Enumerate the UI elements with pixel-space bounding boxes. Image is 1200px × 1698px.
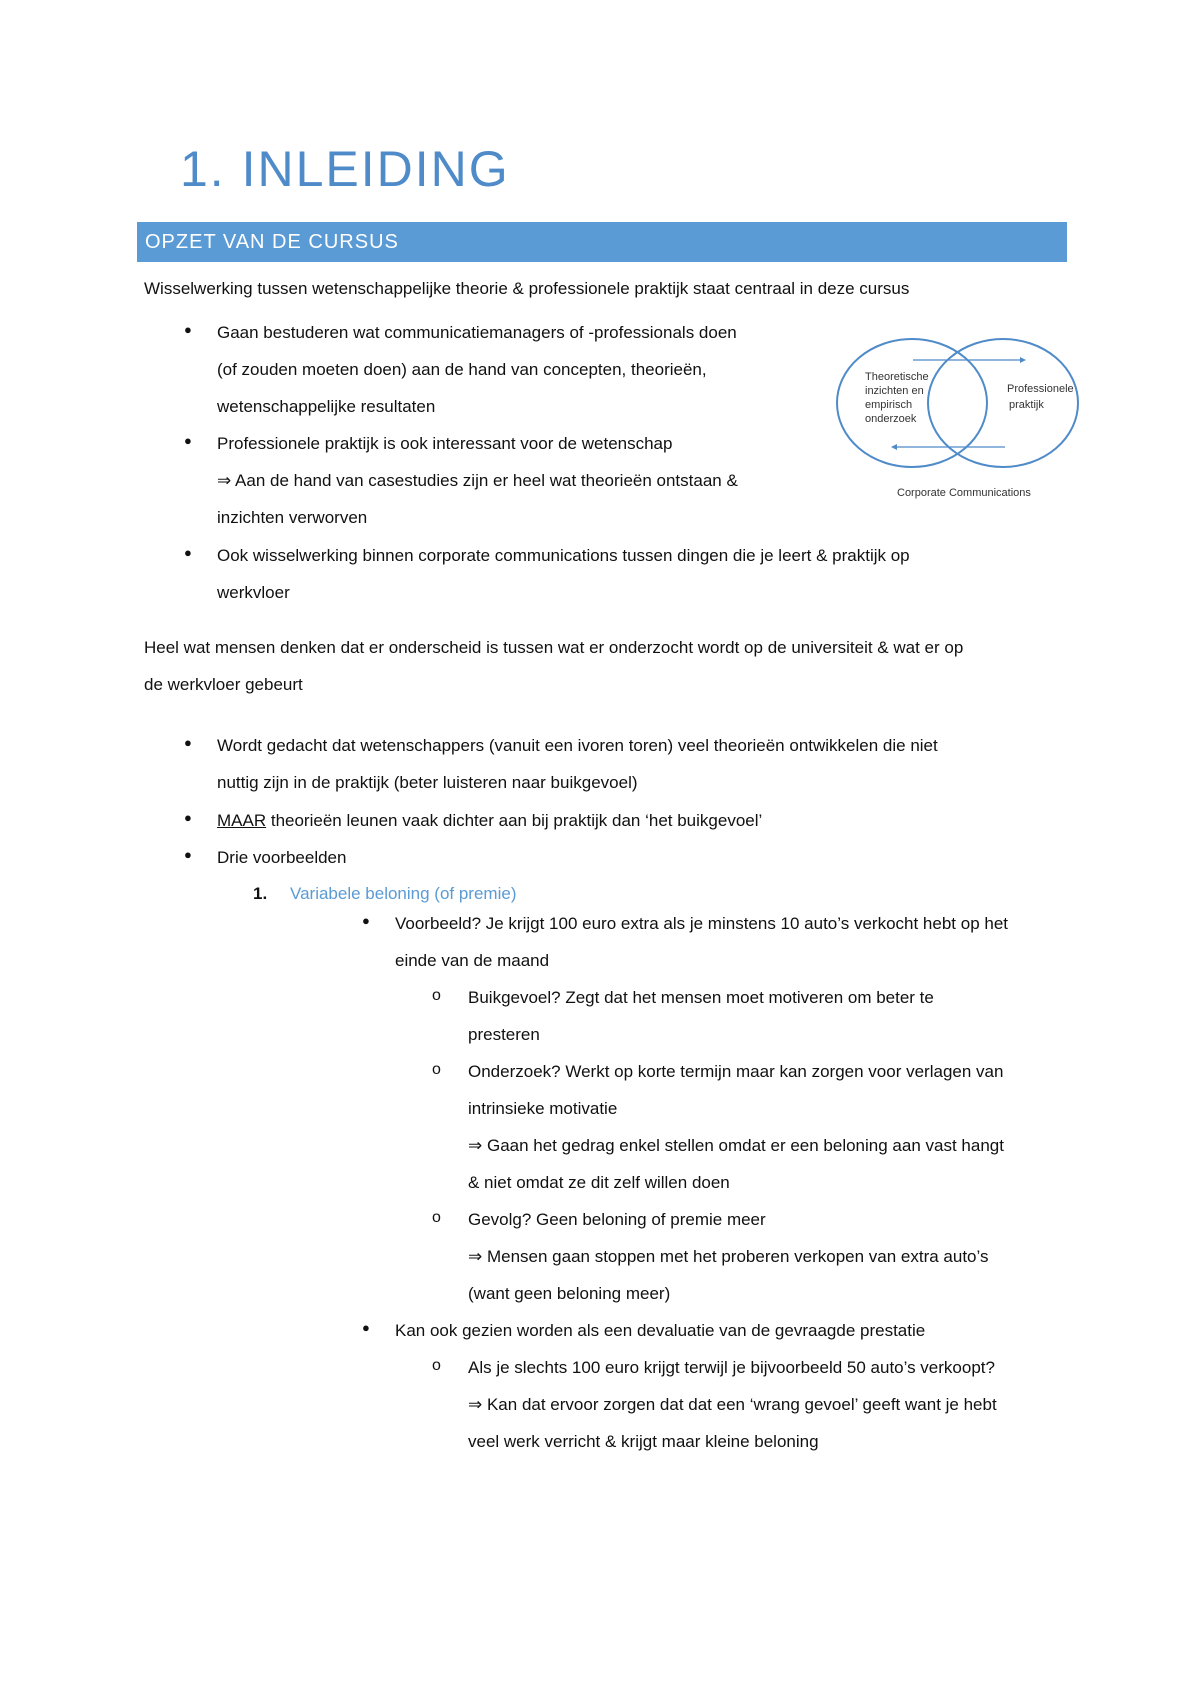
para2-line1: Heel wat mensen denken dat er onderscheid is tussen wat er onderzocht wordt op de universiteit & wat er op	[144, 638, 964, 657]
sub2-line1: Onderzoek? Werkt op korte termijn maar kan zorgen voor verlagen van	[468, 1062, 1004, 1081]
circle-marker: o	[432, 1061, 441, 1078]
bullet3-line1: Ook wisselwerking binnen corporate communications tussen dingen die je leert & praktijk op	[217, 546, 910, 565]
intro-text: Wisselwerking tussen wetenschappelijke theorie & professionele praktijk staat centraal in deze cursus	[144, 279, 910, 298]
sub4-line3: veel werk verricht & krijgt maar kleine beloning	[468, 1432, 819, 1451]
venn-caption: Corporate Communications	[897, 487, 1031, 499]
sub3-line3: (want geen beloning meer)	[468, 1284, 671, 1303]
bullet-marker: ●	[184, 545, 192, 560]
bullet6: Drie voorbeelden	[217, 848, 347, 867]
bullet5	[217, 811, 762, 831]
venn-diagram	[835, 335, 1105, 510]
devaluatie-line: Kan ook gezien worden als een devaluatie van de gevraagde prestatie	[395, 1321, 926, 1340]
list-number: 1.	[253, 884, 268, 903]
bullet2-line2: ⇒ Aan de hand van casestudies zijn er heel wat theorieën ontstaan &	[217, 471, 738, 490]
numbered-title: Variabele beloning (of premie)	[290, 884, 517, 903]
circle-marker: o	[432, 1357, 441, 1374]
voorbeeld-line1: Voorbeeld? Je krijgt 100 euro extra als je minstens 10 auto’s verkocht hebt op het	[395, 914, 1009, 933]
section-title: OPZET VAN DE CURSUS	[145, 231, 399, 253]
maar-underlined: MAAR	[217, 811, 267, 830]
venn-left-label: empirisch	[865, 399, 913, 411]
venn-left-label: Theoretische	[865, 371, 929, 383]
bullet-marker: ●	[362, 1320, 370, 1335]
bullet1-line2: (of zouden moeten doen) aan de hand van concepten, theorieën,	[217, 360, 707, 379]
circle-marker: o	[432, 987, 441, 1004]
circle-marker: o	[432, 1209, 441, 1226]
bullet-marker: ●	[184, 322, 192, 337]
venn-right-label: praktijk	[1009, 399, 1044, 411]
bullet5-rest: theorieën leunen vaak dichter aan bij praktijk dan ‘het buikgevoel’	[266, 811, 763, 830]
venn-left-label: onderzoek	[865, 413, 917, 425]
bullet3-line2: werkvloer	[217, 583, 290, 602]
page-title: 1. INLEIDING	[180, 141, 510, 197]
venn-right-label: Professionele	[1007, 383, 1074, 395]
sub3-line1: Gevolg? Geen beloning of premie meer	[468, 1210, 766, 1229]
bullet-marker: ●	[362, 913, 370, 928]
bullet4-line1: Wordt gedacht dat wetenschappers (vanuit een ivoren toren) veel theorieën ontwikkelen die niet	[217, 736, 938, 755]
para2-line2: de werkvloer gebeurt	[144, 675, 303, 694]
bullet2-line1: Professionele praktijk is ook interessant voor de wetenschap	[217, 434, 673, 453]
voorbeeld-line2: einde van de maand	[395, 951, 550, 970]
bullet-marker: ●	[184, 433, 192, 448]
sub3-line2: ⇒ Mensen gaan stoppen met het proberen verkopen van extra auto’s	[468, 1247, 989, 1266]
sub1-line2: presteren	[468, 1025, 540, 1044]
bullet-marker: ●	[184, 847, 192, 862]
sub2-line3: ⇒ Gaan het gedrag enkel stellen omdat er een beloning aan vast hangt	[468, 1136, 1004, 1155]
sub2-line2: intrinsieke motivatie	[468, 1099, 618, 1118]
bullet1-line3: wetenschappelijke resultaten	[217, 397, 436, 416]
sub1-line1: Buikgevoel? Zegt dat het mensen moet motiveren om beter te	[468, 988, 934, 1007]
bullet2-line3: inzichten verworven	[217, 508, 368, 527]
sub4-line1: Als je slechts 100 euro krijgt terwijl je bijvoorbeeld 50 auto’s verkoopt?	[468, 1358, 995, 1377]
sub2-line4: & niet omdat ze dit zelf willen doen	[468, 1173, 730, 1192]
section-band	[137, 222, 1067, 262]
bullet1-line1: Gaan bestuderen wat communicatiemanagers of -professionals doen	[217, 323, 737, 342]
venn-left-label: inzichten en	[865, 385, 924, 397]
bullet-marker: ●	[184, 810, 192, 825]
bullet-marker: ●	[184, 735, 192, 750]
bullet4-line2: nuttig zijn in de praktijk (beter luisteren naar buikgevoel)	[217, 773, 638, 792]
sub4-line2: ⇒ Kan dat ervoor zorgen dat dat een ‘wrang gevoel’ geeft want je hebt	[468, 1395, 997, 1414]
